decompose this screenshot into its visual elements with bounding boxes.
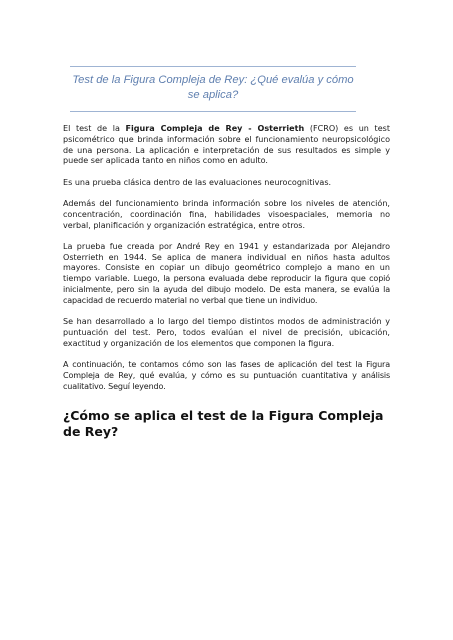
- section-heading: ¿Cómo se aplica el test de la Figura Compleja de Rey?: [63, 408, 384, 440]
- document-title: Test de la Figura Compleja de Rey: ¿Qué evalúa y cómo se aplica?: [72, 74, 354, 101]
- paragraph-classic-test: Es una prueba clásica dentro de las evaluaciones neurocognitivas.: [63, 177, 332, 187]
- paragraph-intro-rest: (FCRO) es un test psicométrico que brinda información sobre el funcionamiento neuropsicológico de una persona. La aplicación e interpretación de sus resultados es simple y puede ser aplicada tanto en niños como en adulto.: [63, 124, 390, 166]
- paragraph-information: Además del funcionamiento brinda información sobre los niveles de atención, concentración, coordinación fina, habilidades visoespaciales, memoria no verbal, planificación y organización estratégica, entre otros.: [63, 198, 390, 230]
- paragraph-history-part-2: Luego, la persona evaluada debe reproducir la figura que copió inicialmente, pero sin la ayuda del dibujo modelo. De esta manera, se evalúa la capacidad de recuerdo material no verbal que tiene un individuo.: [63, 274, 391, 305]
- title-top-rule: [70, 66, 356, 67]
- paragraph-intro: [63, 124, 390, 167]
- paragraph-history-part-1: La prueba fue creada por André Rey en 1941 y estandarizada por Alejandro Osterrieth en 1944. Se aplica de manera individual en niños hasta adultos mayores. Consiste en copiar un dibujo geométrico complejo a mano en un tiempo variable.: [63, 241, 390, 284]
- paragraph-intro-lead: El test de la: [63, 124, 126, 133]
- title-bottom-rule: [70, 111, 356, 112]
- paragraph-scoring: Se han desarrollado a lo largo del tiempo distintos modos de administración y puntuación del test. Pero, todos evalúan el nivel de precisión, ubicación, exactitud y organización de los elementos que componen la figura.: [63, 317, 390, 348]
- document-body: [63, 124, 390, 440]
- paragraph-history: [63, 242, 390, 307]
- test-name-bold: Figura Compleja de Rey - Osterrieth: [125, 124, 305, 133]
- paragraph-next: A continuación, te contamos cómo son las fases de aplicación del test la Figura Compleja de Rey, qué evalúa, y cómo es su puntuación cuantitativa y análisis cualitativo. Seguí leyendo.: [63, 360, 390, 391]
